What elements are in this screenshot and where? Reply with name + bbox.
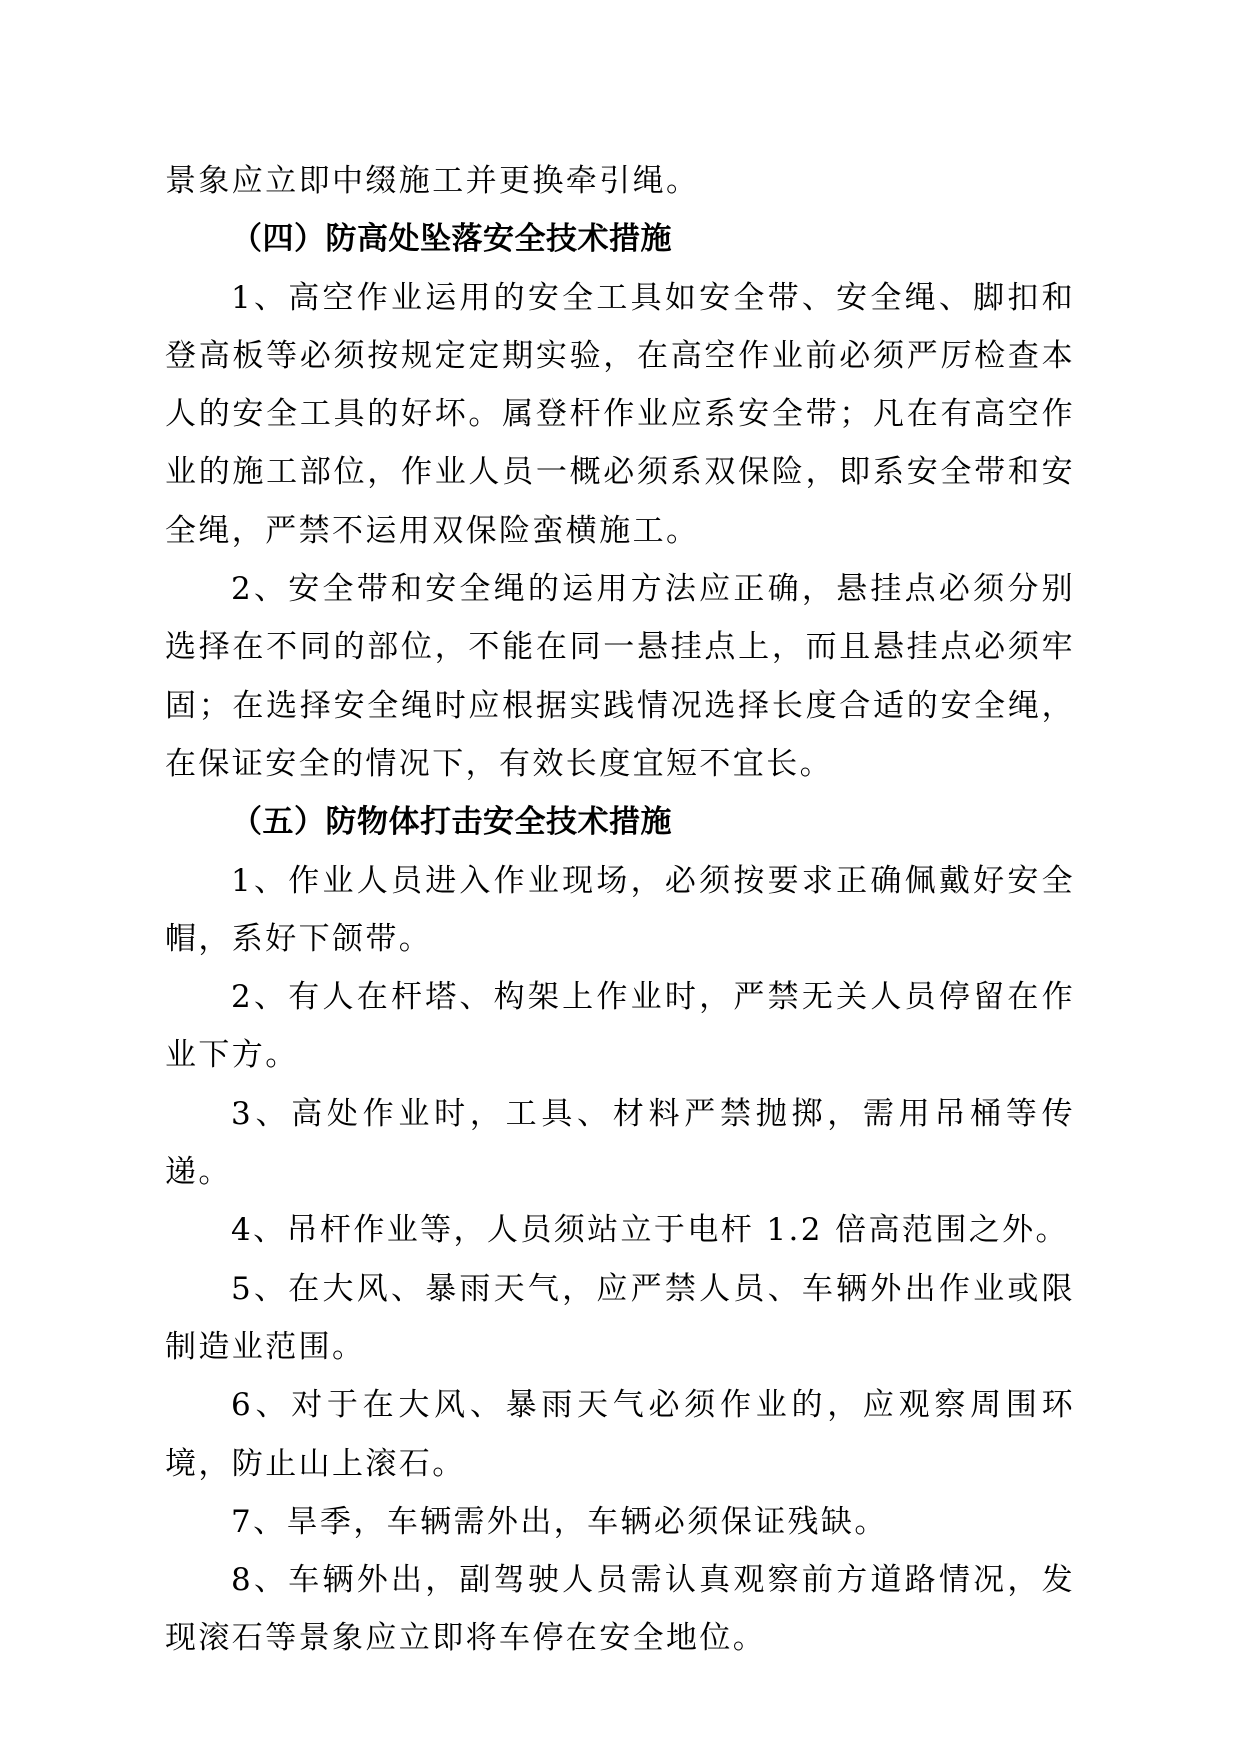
paragraph-5-7: 7、旱季，车辆需外出，车辆必须保证残缺。	[231, 1503, 888, 1540]
section-heading-5: （五）防物体打击安全技术措施	[231, 804, 672, 841]
paragraph-5-3: 3、高处作业时，工具、材料严禁抛掷，需用吊桶等传递。	[165, 1095, 1075, 1191]
paragraph-5-1: 1、作业人员进入作业现场，必须按要求正确佩戴好安全帽，系好下颌带。	[165, 862, 1075, 957]
paragraph-4-1: 1、高空作业运用的安全工具如安全带、安全绳、脚扣和登高板等必须按规定定期实验，在高空作业前必须严厉检查本人的安全工具的好坏。属登杆作业应系安全带；凡在有高空作业的施工部位，作业人员一概必须系双保险，即系安全带和安全绳，严禁不运用双保险蛮横施工。	[165, 279, 1075, 549]
paragraph-5-8: 8、车辆外出，副驾驶人员需认真观察前方道路情况，发现滚石等景象应立即将车停在安全地位。	[165, 1562, 1075, 1657]
paragraph-5-6: 6、对于在大风、暴雨天气必须作业的，应观察周围环境，防止山上滚石。	[165, 1387, 1075, 1482]
section-heading-4: （四）防高处坠落安全技术措施	[231, 221, 672, 258]
paragraph-5-5: 5、在大风、暴雨天气，应严禁人员、车辆外出作业或限制造业范围。	[165, 1270, 1075, 1365]
document-body	[165, 152, 1075, 1668]
paragraph-4-2: 2、安全带和安全绳的运用方法应正确，悬挂点必须分别选择在不同的部位，不能在同一悬挂点上，而且悬挂点必须牢固；在选择安全绳时应根据实践情况选择长度合适的安全绳，在保证安全的情况下，有效长度宜短不宜长。	[165, 571, 1075, 782]
paragraph-5-4: 4、吊杆作业等，人员须站立于电杆 1.2 倍高范围之外。	[231, 1212, 1069, 1249]
paragraph-continuation: 景象应立即中缀施工并更换牵引绳。	[165, 163, 700, 199]
paragraph-5-2: 2、有人在杆塔、构架上作业时，严禁无关人员停留在作业下方。	[165, 979, 1075, 1074]
